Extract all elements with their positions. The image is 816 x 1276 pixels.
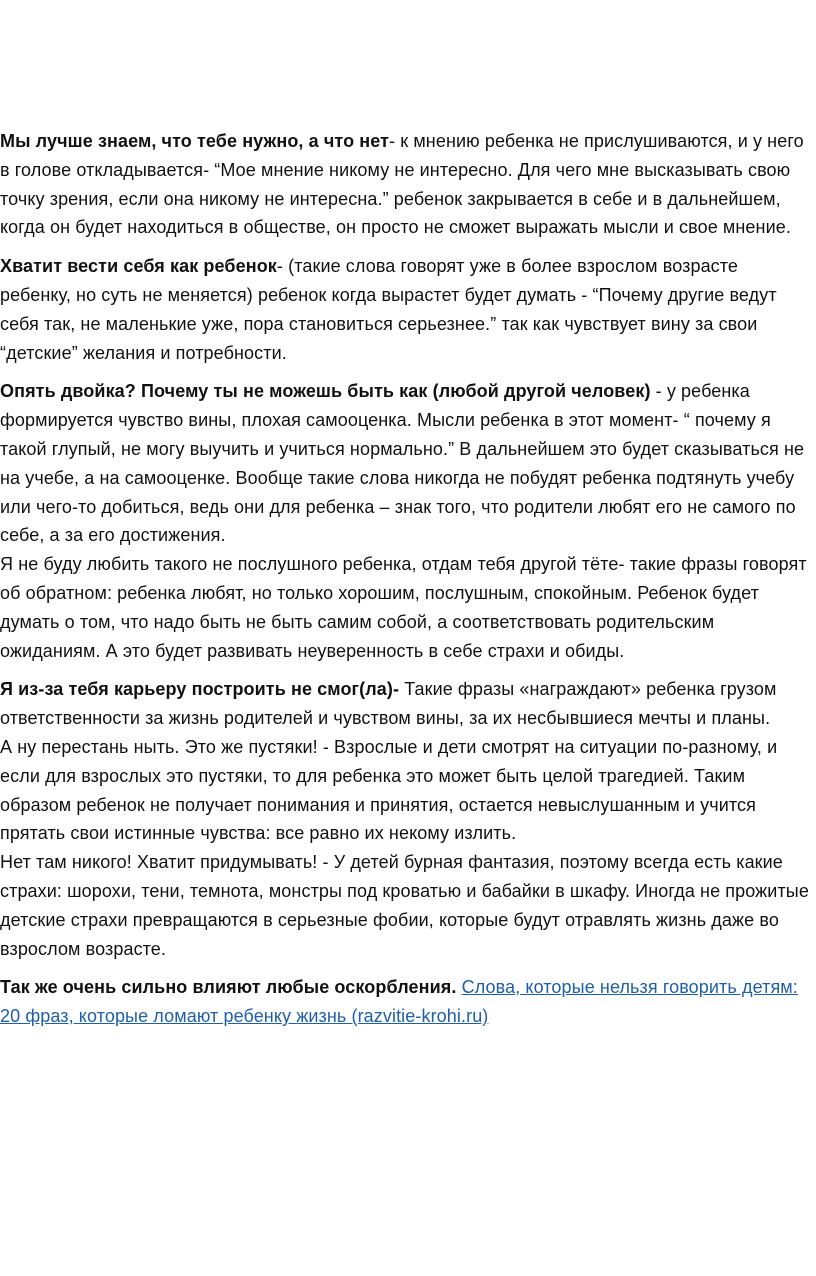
final-heading: Так же очень сильно влияют любые оскорбления. xyxy=(0,977,457,998)
paragraph-2-heading: Хватит вести себя как ребенок xyxy=(0,256,277,277)
paragraph-1-heading: Мы лучше знаем, что тебе нужно, а что нет xyxy=(0,131,390,151)
paragraph-3 xyxy=(0,377,810,550)
paragraph-3-text: - у ребенка формируется чувство вины, плохая самооценка. Мысли ребенка в этот момент- “ почему я такой глупый, не могу выучить и учиться нормально.” В дальнейшем это будет сказываться не на учебе, а на самооценке. Вообще такие слова никогда не побудят ребенка подтянуть учебу или чего-то добиться, ведь они для ребенка – знак того, что родители любят его не самого по себе, а за его достижения. xyxy=(0,381,805,546)
paragraph-4 xyxy=(0,550,810,665)
paragraph-2-text: - (такие слова говорят уже в более взрослом возрасте ребенку, но суть не меняется) ребенок когда вырастет будет думать - “Почему другие ведут себя так, не маленькие уже, пора становиться серьезнее.” так как чувствует вину за свои “детские” желания и потребности. xyxy=(0,256,777,363)
paragraph-6 xyxy=(0,733,810,848)
paragraph-5-text: Такие фразы «награждают» ребенка грузом ответственности за жизнь родителей и чувством вины, за их несбывшиеся мечты и планы. xyxy=(0,679,777,729)
paragraph-1-text: - к мнению ребенка не прислушиваются, и у него в голове откладывается- “Мое мнение никому не интересно. Для чего мне высказывать свою точку зрения, если она никому не интересна.” ребенок закрывается в себе и в дальнейшем, когда он будет находиться в обществе, он просто не сможет выражать мысли и свое мнение. xyxy=(0,131,804,238)
paragraph-5-heading: Я из-за тебя карьеру построить не смог(ла)- xyxy=(0,679,400,700)
paragraph-3-heading: Опять двойка? Почему ты не можешь быть как (любой другой человек) xyxy=(0,381,651,402)
final-paragraph xyxy=(0,973,810,1031)
paragraph-6-text: А ну перестань ныть. Это же пустяки! - Взрослые и дети смотрят на ситуации по-разному, и если для взрослых это пустяки, то для ребенка это может быть целой трагедией. Таким образом ребенок не получает понимания и принятия, остается невыслушанным и учится прятать свои истинные чувства: все равно их некому излить. xyxy=(0,736,778,844)
document-body xyxy=(0,127,810,1041)
paragraph-7-text: Нет там никого! Хватит придумывать! - У детей бурная фантазия, поэтому всегда есть какие страхи: шорохи, тени, темнота, монстры под кроватью и бабайки в шкафу. Иногда не прожитые детские страхи превращаются в серьезные фобии, которые будут отравлять жизнь даже во взрослом возрасте. xyxy=(0,852,809,959)
paragraph-5 xyxy=(0,675,810,733)
paragraph-4-text: Я не буду любить такого не послушного ребенка, отдам тебя другой тёте- такие фразы говорят об обратном: ребенка любят, но только хорошим, послушным, спокойным. Ребенок будет думать о том, что надо быть не быть самим собой, а соответствовать родительским ожиданиям. А это будет развивать неуверенность в себе страхи и обиды. xyxy=(0,554,807,661)
paragraph-7 xyxy=(0,848,810,963)
paragraph-2 xyxy=(0,252,810,367)
paragraph-1 xyxy=(0,127,810,242)
article-link[interactable]: Слова, которые нельзя говорить детям: 20 фраз, которые ломают ребенку жизнь (razvitie-krohi.ru) xyxy=(0,977,798,1027)
